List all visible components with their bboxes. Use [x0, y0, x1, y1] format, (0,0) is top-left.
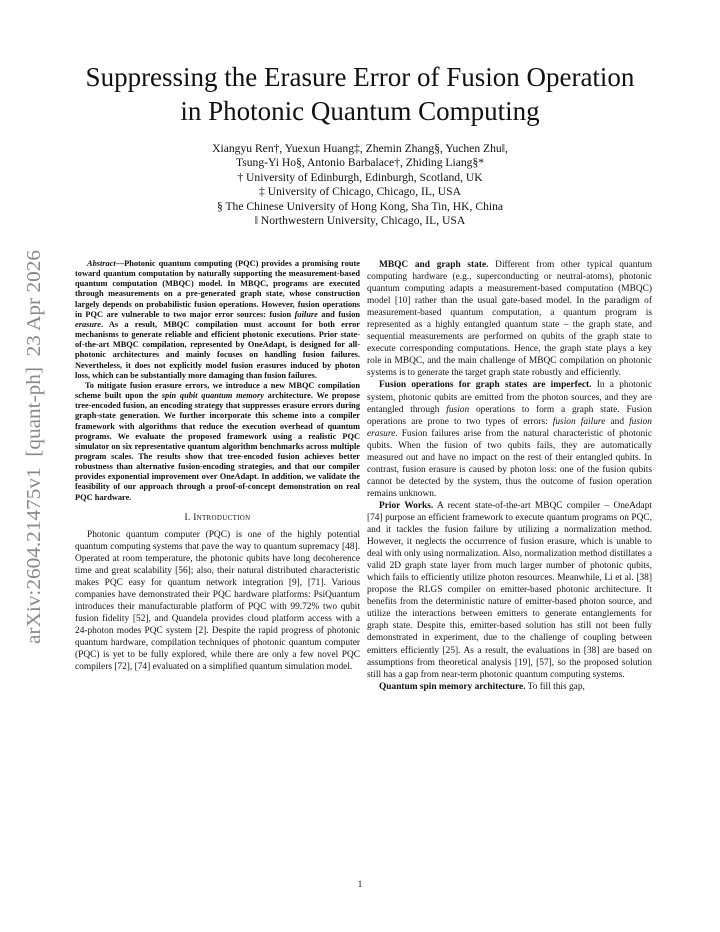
- paper-title-line-1: Suppressing the Erasure Error of Fusion Operation: [85, 62, 635, 92]
- abstract: [75, 259, 360, 503]
- fusion-paragraph: Fusion operations for graph states are imperfect. In a photonic system, photonic qubits are emitted from the photon sources, and they are entangled through fusion operations to form a graph state. Fusion operations are prone to two types of errors: fusion failure and fusion erasure. Fusion failures arise from the natural characteristic of photonic qubits. When the fusion of two qubits fails, they are automatically measured out and have no impact on the rest of their entangled qubits. In contrast, fusion erasure is caused by photon loss: one of the fusion qubits cannot be detected by the system, thus the outcome of fusion operation remains unknown.: [367, 380, 653, 499]
- page-number: 1: [357, 880, 363, 890]
- arxiv-identifier-text: arXiv:2604.21475v1 [quant-ph] 23 Apr 2026: [24, 282, 45, 644]
- right-column: [367, 259, 652, 693]
- mbqc-run-in-heading: MBQC and graph state.: [379, 260, 489, 270]
- fusion-run-in-heading: Fusion operations for graph states are imperfect.: [379, 380, 592, 391]
- affiliation-cuhk: § The Chinese University of Hong Kong, Sha Tin, HK, China: [216, 199, 504, 213]
- prior-works-paragraph: Prior Works. A recent state-of-the-art MBQC compiler – OneAdapt [74] purpose an efficient framework to execute quantum programs on PQC, and it tackles the fusion failure by utilizing a normalization method. However, it neglects the occurrence of fusion erasure, which is unable to deal with only using normalization. Also, normalization method distillates a valid 2D graph state layer from much larger number of photonic qubits, which fails to efficiently utilize photon resources. Meanwhile, Li et al. [38] propose the RLGS compiler on emitter-based photonic architecture. It benefits from the deterministic nature of emitter-based photon source, and utilize the interactions between emitters to generate entanglements for graph state. Despite this, emitter-based solution has still not been fully demonstrated in experiment, due to the challenge of coupling between emitters efficiently [25]. As a result, the evaluations in [38] are based on assumptions from theoretical analysis [19], [57], so the proposed solution still has a gap from near-term photonic quantum computing systems.: [367, 500, 652, 680]
- author-line-2: Tsung-Yi Ho§, Antonio Barbalace†, Zhiding Liang§*: [235, 156, 485, 170]
- left-column: [75, 259, 360, 673]
- paper-title: [60, 60, 660, 128]
- section-heading-introduction: I. Introduction: [184, 512, 251, 523]
- paper-title-line-2: in Photonic Quantum Computing: [180, 96, 540, 126]
- spin-memory-run-in-heading: Quantum spin memory architecture.: [379, 681, 526, 692]
- arxiv-identifier: [18, 248, 48, 648]
- spin-memory-paragraph: Quantum spin memory architecture. To fill this gap,: [379, 681, 585, 692]
- affiliation-northwestern: ‖ Northwestern University, Chicago, IL, USA: [254, 214, 466, 228]
- affiliation-chicago: ‡ University of Chicago, Chicago, IL, USA: [259, 185, 461, 199]
- abstract-paragraph-1: Abstract—Photonic quantum computing (PQC) provides a promising route toward quantum computation by naturally supporting the measurement-based quantum computation (MBQC) model. In MBQC, programs are executed through measurements on a pre-generated graph state, whose construction largely depends on probabilistic fusion operations. However, fusion operations in PQC are vulnerable to two major error sources: fusion failure and fusion erasure. As a result, MBQC compilation must account for both error mechanisms to generate reliable and efficient photonic executions. Prior state-of-the-art MBQC compilation, represented by OneAdapt, is designed for all-photonic architectures and mainly focuses on handling fusion failures. Nevertheless, it does not explicitly model fusion erasures induced by photon loss, which can be substantially more damaging than fusion failures.: [75, 259, 361, 380]
- abstract-lead: Abstract: [87, 259, 116, 268]
- affiliation-edinburgh: † University of Edinburgh, Edinburgh, Scotland, UK: [237, 170, 483, 184]
- abstract-paragraph-2: To mitigate fusion erasure errors, we introduce a new MBQC compilation scheme built upon the spin qubit quantum memory architecture. We propose tree-encoded fusion, an encoding strategy that suppresses erasure errors during graph-state generation. We further incorporate this scheme into a compiler framework with algorithms that reduce the execution overhead of quantum programs. We evaluate the proposed framework using a realistic PQC simulator on six representative quantum algorithm benchmarks across multiple program scales. The results show that tree-encoded fusion achieves better robustness than alternative fusion-encoding strategies, and that our compiler provides exponential improvement over OneAdapt. In addition, we validate the feasibility of our approach through a proof-of-concept demonstration on real PQC hardware.: [75, 380, 361, 502]
- title-block: [60, 60, 660, 228]
- introduction-paragraph: Photonic quantum computer (PQC) is one of the highly potential quantum computing systems that pave the way to quantum supremacy [48]. Operated at room temperature, the photonic qubits have long decoherence time and great scalability [56]; also, their natural distributed characteristic makes PQC easy for quantum network integration [9], [71]. Various companies have demonstrated their PQC hardware platforms: PsiQuantum introduces their manufacturable platform of PQC with 99.72% two qubit fusion fidelity [52], and Quandela provides cloud platform access with a 24-photon modes PQC system [2]. Despite the rapid progress of photonic quantum hardware, compilation techniques of photonic quantum computer (PQC) is yet to be fully explored, while there are only a few novel PQC compilers [72], [74] evaluated on a simplified quantum simulation model.: [75, 529, 360, 673]
- author-list: [60, 142, 660, 228]
- prior-works-run-in-heading: Prior Works.: [379, 500, 434, 511]
- mbqc-paragraph: MBQC and graph state. Different from other typical quantum computing hardware (e.g., superconducting or neutral-atoms), photonic quantum computing adapts a measurement-based computation (MBQC) model [10] rather than the usual gate-based model. In the paradigm of measurement-based quantum computation, a quantum program is represented as a highly entangled quantum state – the graph state, and sequential measurements are performed on qubits of the graph state to execute corresponding computations. Hence, the graph state plays a key role in MBQC, and the main challenge of MBQC compilation on photonic systems is to generate the target graph state robustly and efficiently.: [367, 260, 653, 379]
- author-line-1: Xiangyu Ren†, Yuexun Huang‡, Zhemin Zhang§, Yuchen Zhu‖,: [212, 142, 508, 155]
